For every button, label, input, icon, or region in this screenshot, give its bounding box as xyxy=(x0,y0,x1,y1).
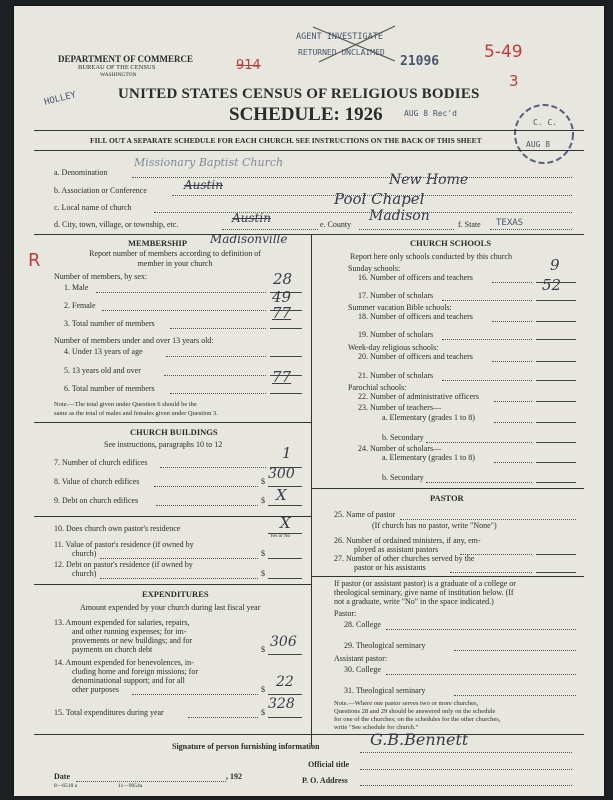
answer-line xyxy=(268,654,302,655)
membership-sub-1: Report number of members according to definition of xyxy=(89,249,261,258)
q19-label: 19. Number of scholars xyxy=(358,330,434,339)
q1-value: 28 xyxy=(273,270,293,288)
q12-label-2: church) xyxy=(72,569,97,578)
q25-note: (If church has no pastor, write "None") xyxy=(372,521,497,530)
answer-line xyxy=(536,339,576,340)
answer-line xyxy=(536,482,576,483)
q6-value: 77 xyxy=(272,368,292,386)
dots xyxy=(454,650,576,651)
q24-label: 24. Number of scholars— xyxy=(358,444,442,453)
q18-label: 18. Number of officers and teachers xyxy=(358,312,473,321)
answer-line xyxy=(268,717,302,718)
pastor-heading: PASTOR xyxy=(430,493,464,503)
round-stamp xyxy=(511,102,577,166)
answer-line xyxy=(270,393,302,394)
q14-label-3: denominational support; and for all xyxy=(72,676,185,685)
q21-label: 21. Number of scholars xyxy=(358,371,434,380)
dots xyxy=(100,578,258,579)
pastor-note-3: for one of the churches; on the schedules for the other churches, xyxy=(334,716,501,723)
dots xyxy=(450,572,532,573)
pastor-note-1: Note.—Where one pastor serves two or more churches, xyxy=(334,700,479,707)
parochial-label: Parochial schools: xyxy=(348,383,407,392)
answer-line xyxy=(536,321,576,322)
dots xyxy=(426,442,532,443)
q26-label-2: ployed as assistant pastors xyxy=(354,545,439,554)
dots xyxy=(386,674,576,675)
dots xyxy=(166,356,266,357)
q3-label: 3. Total number of members xyxy=(64,319,155,328)
city-label: WASHINGTON xyxy=(100,72,137,78)
q13-label-2: and other running expenses; for im- xyxy=(72,627,187,636)
membership-note-1: Note.—The total given under Question 6 should be the xyxy=(54,401,197,408)
association-value-2: New Home xyxy=(389,172,469,188)
agent-stamp: AGENT INVESTIGATE xyxy=(296,32,383,42)
city-field-value: Austin xyxy=(232,211,271,225)
signature-value: G.B.Bennett xyxy=(370,730,469,749)
dots xyxy=(100,558,258,559)
expenditures-heading: EXPENDITURES xyxy=(142,589,209,599)
q27-label-1: 27. Number of other churches served by the xyxy=(334,554,475,563)
q2-label: 2. Female xyxy=(64,301,96,310)
age-heading: Number of members under and over 13 years old: xyxy=(54,336,214,345)
answer-line xyxy=(536,554,576,555)
dots xyxy=(188,717,258,718)
q1-label: 1. Male xyxy=(64,283,89,292)
dots xyxy=(154,212,572,213)
association-value: Austin xyxy=(184,178,223,192)
dollar-sign: $ xyxy=(261,549,265,558)
q23-label: 23. Number of teachers— xyxy=(358,403,442,412)
q31-label: 31. Theological seminary xyxy=(344,686,426,695)
q11-label-2: church) xyxy=(72,549,97,558)
by-sex-label: Number of members, by sex: xyxy=(54,272,148,281)
q27-label-2: pastor or his assistants xyxy=(354,563,426,572)
official-title-label: Official title xyxy=(308,760,350,769)
census-schedule-page xyxy=(14,6,604,796)
dots xyxy=(492,321,532,322)
pastor-note-2: Questions 28 and 29 should be answered only on the schedule xyxy=(334,708,496,715)
state-value: TEXAS xyxy=(496,218,524,228)
dots xyxy=(359,229,454,230)
q15-value: 328 xyxy=(268,696,295,712)
q2-value: 49 xyxy=(272,288,292,306)
q15-label: 15. Total expenditures during year xyxy=(54,708,164,717)
q23b-label: b. Secondary xyxy=(382,433,424,442)
expenditures-sub: Amount expended by your church during last fiscal year xyxy=(80,603,261,612)
q9-value: X xyxy=(276,486,287,504)
dots xyxy=(442,380,532,381)
q17-label: 17. Number of scholars xyxy=(358,291,434,300)
q12-label-1: 12. Debt on pastor's residence (if owned by xyxy=(54,560,193,569)
summer-label: Summer vacation Bible schools: xyxy=(348,303,452,312)
date-label: Date xyxy=(54,772,70,781)
q24a-label: a. Elementary (grades 1 to 8) xyxy=(382,453,475,462)
dots xyxy=(490,229,572,230)
schools-sub: Report here only schools conducted by this church xyxy=(350,252,512,261)
yes-no-hint: Yes or No xyxy=(270,534,291,539)
cross-out-mark xyxy=(309,24,399,64)
rule xyxy=(34,234,584,235)
dots xyxy=(164,375,266,376)
dots xyxy=(360,785,572,786)
dollar-sign: $ xyxy=(261,645,265,654)
holley-stamp: HOLLEY xyxy=(43,90,78,108)
county-value: Madison xyxy=(369,208,430,224)
pastor-note-4: write "See schedule for church." xyxy=(334,724,419,731)
returned-stamp: RETURNED UNCLAIMED xyxy=(298,48,385,57)
q16-label: 16. Number of officers and teachers xyxy=(358,273,473,282)
q10-value: X xyxy=(280,514,291,532)
q29-label: 29. Theological seminary xyxy=(344,641,426,650)
dollar-sign: $ xyxy=(261,477,265,486)
dots xyxy=(96,292,266,293)
form-title: UNITED STATES CENSUS OF RELIGIOUS BODIES xyxy=(118,86,480,102)
q14-label-1: 14. Amount expended for benevolences, in- xyxy=(54,658,194,667)
membership-place: Madisonville xyxy=(210,232,288,246)
q8-value: 300 xyxy=(268,466,295,482)
rule xyxy=(34,516,311,517)
dots xyxy=(360,752,572,753)
answer-line xyxy=(536,401,576,402)
dots xyxy=(156,505,258,506)
dollar-sign: $ xyxy=(261,708,265,717)
association-label: b. Association or Conference xyxy=(54,186,147,195)
weekday-label: Week-day religious schools: xyxy=(348,343,439,352)
round-stamp-bottom: AUG 8 xyxy=(526,140,551,149)
print-number: 11—9054a xyxy=(118,783,143,789)
membership-note-2: same as the total of males and females given under Question 3. xyxy=(54,410,218,417)
q20-label: 20. Number of officers and teachers xyxy=(358,352,473,361)
assistant-subhead: Assistant pastor: xyxy=(334,654,388,663)
q13-value: 306 xyxy=(270,634,297,650)
answer-line xyxy=(268,505,302,506)
q10-label: 10. Does church own pastor's residence xyxy=(54,524,181,533)
answer-line xyxy=(536,361,576,362)
dots xyxy=(154,486,258,487)
dots xyxy=(132,694,258,695)
red-r: R xyxy=(28,250,41,271)
q16-value: 9 xyxy=(550,256,560,274)
dots xyxy=(492,282,532,283)
answer-line xyxy=(536,462,576,463)
denomination-label: a. Denomination xyxy=(54,168,108,177)
dollar-sign: $ xyxy=(261,569,265,578)
q7-label: 7. Number of church edifices xyxy=(54,458,148,467)
county-label: e. County xyxy=(320,220,352,229)
dollar-sign: $ xyxy=(261,685,265,694)
dollar-sign: $ xyxy=(261,496,265,505)
q11-label-1: 11. Value of pastor's residence (if owned by xyxy=(54,540,194,549)
q3-value: 77 xyxy=(272,304,292,322)
membership-heading: MEMBERSHIP xyxy=(128,238,188,248)
q17-value: 52 xyxy=(542,276,562,294)
local-name-value: Pool Chapel xyxy=(334,190,425,208)
q13-label-1: 13. Amount expended for salaries, repairs, xyxy=(54,618,190,627)
q14-label-4: other purposes xyxy=(72,685,119,694)
q4-label: 4. Under 13 years of age xyxy=(64,347,143,356)
red-code: 5-49 xyxy=(484,42,523,62)
q14-label-2: cluding home and foreign missions; for xyxy=(72,667,198,676)
q6-label: 6. Total number of members xyxy=(64,384,155,393)
crossed-number: 914 xyxy=(236,58,261,73)
bureau-label: BUREAU OF THE CENSUS xyxy=(78,64,156,71)
dots xyxy=(160,467,266,468)
dots xyxy=(492,361,532,362)
rule xyxy=(34,422,311,423)
q9-label: 9. Debt on church edifices xyxy=(54,496,139,505)
column-divider xyxy=(311,234,312,746)
q5-label: 5. 13 years old and over xyxy=(64,366,141,375)
dots xyxy=(494,422,532,423)
instruction-line: FILL OUT A SEPARATE SCHEDULE FOR EACH CHURCH. SEE INSTRUCTIONS ON THE BACK OF THIS SHEET xyxy=(90,136,482,145)
sunday-label: Sunday schools: xyxy=(348,264,401,273)
rule xyxy=(34,734,584,735)
dots xyxy=(222,229,318,230)
dots xyxy=(494,401,532,402)
answer-line xyxy=(536,300,576,301)
dots xyxy=(170,328,266,329)
received-date-stamp: AUG 8 Rec'd xyxy=(404,109,457,118)
dots xyxy=(102,310,266,311)
buildings-sub: See instructions, paragraphs 10 to 12 xyxy=(104,440,223,449)
round-stamp-top: C. C. xyxy=(533,118,558,127)
answer-line xyxy=(536,572,576,573)
dots xyxy=(170,393,266,394)
dots xyxy=(386,629,576,630)
q24b-label: b. Secondary xyxy=(382,473,424,482)
answer-line xyxy=(536,442,576,443)
answer-line xyxy=(268,558,302,559)
grad-note-2: theological seminary, give name of institution below. (If xyxy=(334,588,514,597)
serial-number-stamp: 21096 xyxy=(400,54,440,69)
q14-value: 22 xyxy=(276,674,294,690)
answer-line xyxy=(536,422,576,423)
dots xyxy=(442,339,532,340)
city-field-label: d. City, town, village, or township, etc. xyxy=(54,220,179,229)
signature-label: Signature of person furnishing information xyxy=(172,742,320,751)
membership-sub-2: member in your church xyxy=(137,259,213,268)
rule xyxy=(311,576,584,577)
q28-label: 28. College xyxy=(344,620,381,629)
q25-label: 25. Name of pastor xyxy=(334,510,396,519)
q22-label: 22. Number of administrative officers xyxy=(358,392,479,401)
dots xyxy=(494,462,532,463)
answer-line xyxy=(536,380,576,381)
q7-value: 1 xyxy=(282,444,292,462)
local-name-label: c. Local name of church xyxy=(54,203,132,212)
rule xyxy=(34,130,584,131)
red-three: 3 xyxy=(509,72,519,90)
dots xyxy=(76,781,226,782)
q23a-label: a. Elementary (grades 1 to 8) xyxy=(382,413,475,422)
date-year: , 192 xyxy=(226,772,242,781)
grad-note-1: If pastor (or assistant pastor) is a graduate of a college or xyxy=(334,579,516,588)
state-label: f. State xyxy=(458,220,481,229)
dots xyxy=(442,300,532,301)
rule xyxy=(34,150,584,151)
buildings-heading: CHURCH BUILDINGS xyxy=(130,427,218,437)
q30-label: 30. College xyxy=(344,665,381,674)
denomination-value: Missionary Baptist Church xyxy=(134,156,284,169)
q26-label-1: 26. Number of ordained ministers, if any, em- xyxy=(334,536,481,545)
dots xyxy=(454,695,576,696)
rule xyxy=(34,584,311,585)
answer-line xyxy=(268,578,302,579)
q13-label-3: provements or new buildings; and for xyxy=(72,636,193,645)
dept-label: DEPARTMENT OF COMMERCE xyxy=(58,54,194,64)
pastor-subhead: Pastor: xyxy=(334,609,357,618)
dots xyxy=(426,482,532,483)
dots xyxy=(360,769,572,770)
q8-label: 8. Value of church edifices xyxy=(54,477,140,486)
schedule-title: SCHEDULE: 1926 xyxy=(229,104,383,125)
schools-heading: CHURCH SCHOOLS xyxy=(410,238,491,248)
po-address-label: P. O. Address xyxy=(302,776,348,785)
dots xyxy=(400,519,576,520)
rule xyxy=(311,488,584,489)
grad-note-3: not a graduate, write "No" in the space indicated.) xyxy=(334,597,494,606)
answer-line xyxy=(268,694,302,695)
form-number: 8—6518 a xyxy=(54,783,78,789)
answer-line xyxy=(270,328,302,329)
answer-line xyxy=(270,356,302,357)
q13-label-4: payments on church debt xyxy=(72,645,153,654)
